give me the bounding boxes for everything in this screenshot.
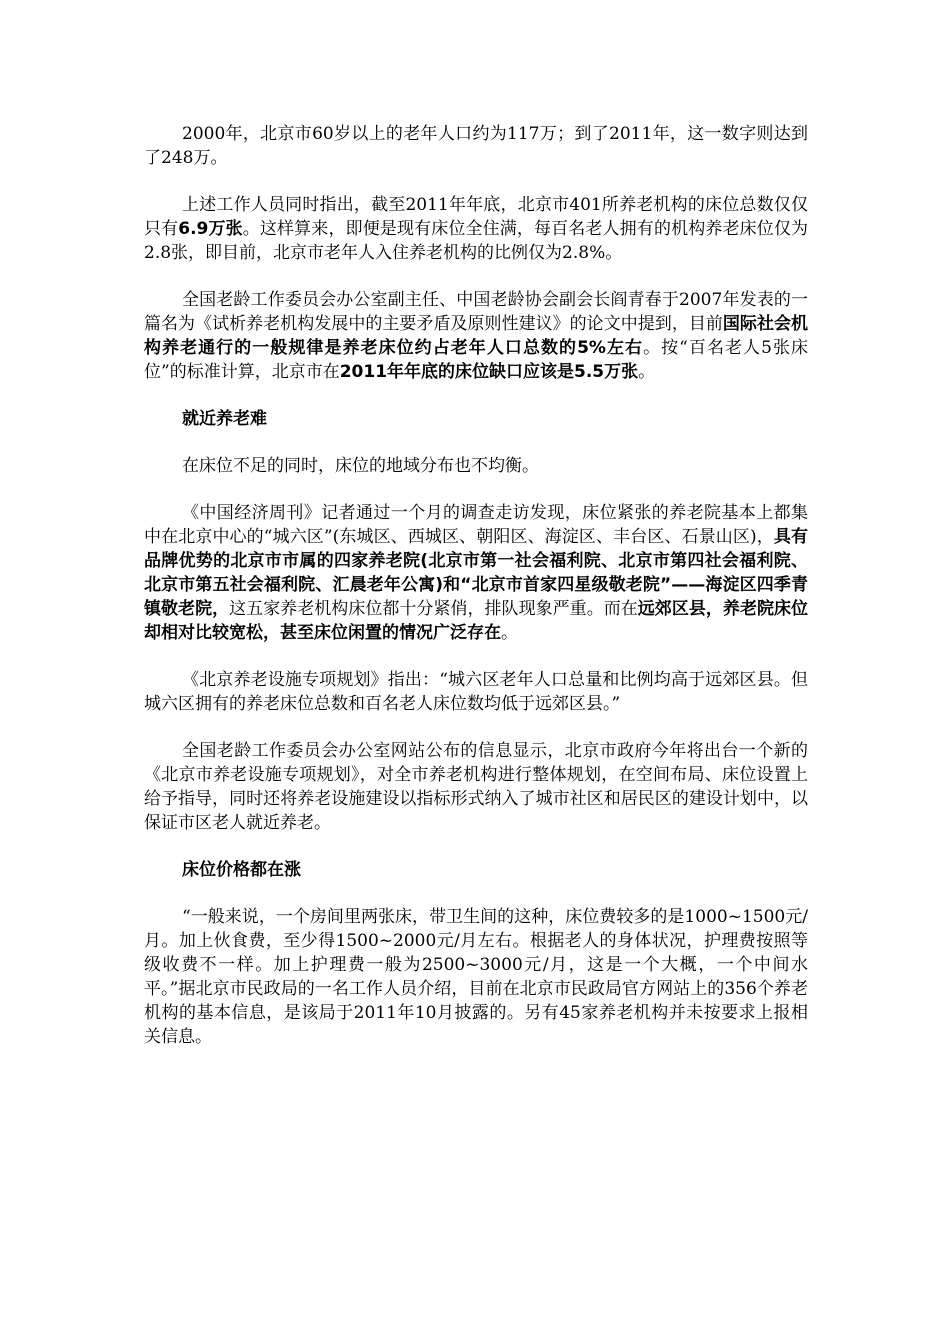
paragraph-text: 这五家养老机构床位都十分紧俏，排队现象严重。而在 bbox=[229, 599, 638, 619]
paragraph-text: 《中国经济周刊》记者通过一个月的调查走访发现，床位紧张的养老院基本上都集中在北京中心的“城六区”(东城区、西城区、朝阳区、海淀区、丰台区、石景山区)， bbox=[144, 503, 808, 547]
paragraph-text: 上述工作人员同时指出，截至2011年年底，北京市401所养老机构的床位总数仅仅只有 bbox=[144, 195, 808, 239]
paragraph-distribution bbox=[144, 454, 808, 478]
section-heading-prices: 床位价格都在涨 bbox=[182, 860, 301, 880]
paragraph-text: 2000年，北京市60岁以上的老年人口约为117万；到了2011年，这一数字则达到了248万。 bbox=[144, 124, 808, 168]
paragraph-planning-quote bbox=[144, 668, 808, 716]
paragraph-text: “一般来说，一个房间里两张床，带卫生间的这种，床位费较多的是1000~1500元/月。加上伙食费，至少得1500~2000元/月左右。根据老人的身体状况，护理费按照等级收费不一样。加上护理费一般为2500~3000元/月，这是一个大概，一个中间水平。”据北京市民政局的一名工作人员介绍，目前在北京市民政局官方网站上的356个养老机构的基本信息，是该局于2011年10月披露的。另有45家养老机构并未按要求上报相关信息。 bbox=[144, 907, 808, 1047]
paragraph-text: 在床位不足的同时，床位的地域分布也不均衡。 bbox=[182, 456, 539, 476]
bold-text: 6.9万张 bbox=[178, 219, 243, 239]
paragraph-bed-total bbox=[144, 193, 808, 265]
bold-text: 国际社会机构养老通行的一般规律是养老床位约占老年人口总数的5%左右 bbox=[144, 314, 809, 358]
paragraph-text: 。 bbox=[501, 623, 518, 643]
paragraph-text: 。按“百名老人5张床位”的标准计算，北京市在 bbox=[144, 338, 808, 382]
bold-text: 具有品牌优势的北京市市属的四家养老院(北京市第一社会福利院、北京市第四社会福利院、北京市第五社会福利院、汇晨老年公寓)和“北京市首家四星级敬老院”——海淀区四季青镇敬老院， bbox=[144, 527, 809, 619]
paragraph-text: 。 bbox=[638, 362, 656, 382]
paragraph-prices bbox=[144, 905, 808, 1049]
paragraph-text: 《北京养老设施专项规划》指出：“城六区老年人口总量和比例均高于远郊区县。但城六区拥有的养老床位总数和百名老人床位数均低于远郊区县。” bbox=[144, 670, 808, 714]
bold-text: 远郊区县，养老院床位却相对比较宽松，甚至床位闲置的情况广泛存在 bbox=[144, 599, 809, 643]
paragraph-text: 全国老龄工作委员会办公室网站公布的信息显示，北京市政府今年将出台一个新的《北京市养老设施专项规划》，对全市养老机构进行整体规划，在空间布局、床位设置上给予指导，同时还将养老设施建设以指标形式纳入了城市社区和居民区的建设计划中，以保证市区老人就近养老。 bbox=[144, 741, 808, 833]
paragraph-elderly-population bbox=[144, 122, 808, 170]
paragraph-bed-gap bbox=[144, 288, 808, 384]
document-page bbox=[144, 122, 808, 1072]
paragraph-text: 。这样算来，即便是现有床位全住满，每百名老人拥有的机构养老床位仅为2.8张，即目前，北京市老年人入住养老机构的比例仅为2.8%。 bbox=[144, 219, 808, 263]
section-heading-nearby-care: 就近养老难 bbox=[182, 409, 267, 429]
bold-text: 2011年年底的床位缺口应该是5.5万张 bbox=[339, 362, 639, 382]
paragraph-text: 全国老龄工作委员会办公室副主任、中国老龄协会副会长阎青春于2007年发表的一篇名为《试析养老机构发展中的主要矛盾及原则性建议》的论文中提到，目前 bbox=[144, 290, 808, 334]
paragraph-survey bbox=[144, 501, 808, 645]
paragraph-new-planning bbox=[144, 739, 808, 835]
